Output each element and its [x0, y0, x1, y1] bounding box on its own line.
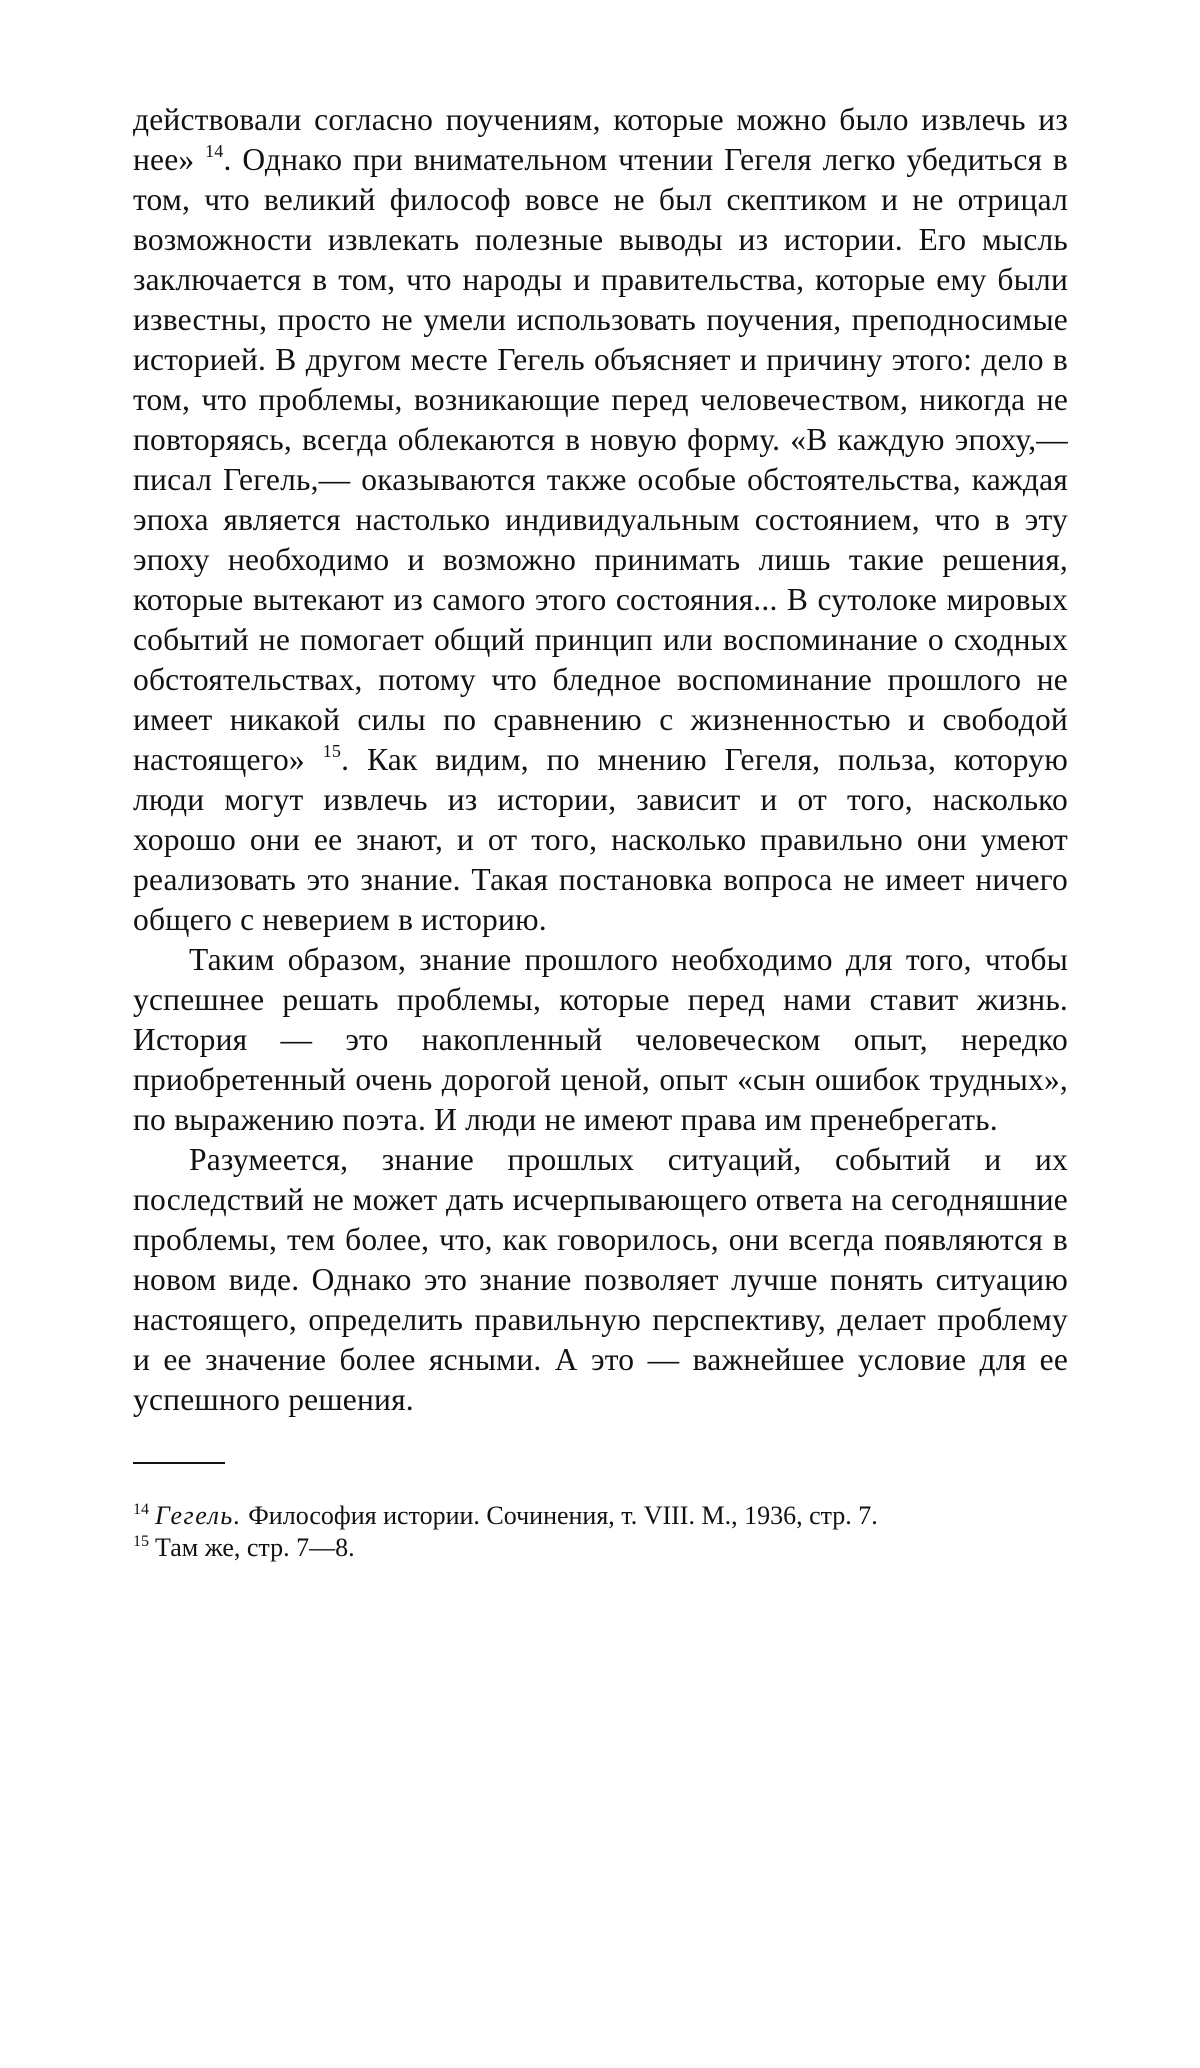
- paragraph-2: Таким образом, знание прошлого необходимо для того, чтобы успешнее решать проблемы, которые перед нами ставит жизнь. История — это накопленный человеческом опыт, нередко приобретенный очень дорогой ценой, опыт «сын ошибок трудных», по выражению поэта. И люди не имеют права им пренебрегать.: [133, 942, 1068, 1137]
- footnote-number: 15: [133, 1533, 149, 1551]
- paragraph-1-text-c: . Как видим, по мнению Гегеля, польза, которую люди могут извлечь из истории, зависит и от того, насколько хорошо они ее знают, и от того, насколько правильно они умеют реализовать это знание. Такая постановка вопроса не имеет ничего общего с неверием в историю.: [133, 742, 1068, 937]
- footnote-14: [133, 1500, 1068, 1532]
- footnote-divider: [133, 1462, 225, 1464]
- footnote-text: Там же, стр. 7—8.: [155, 1533, 355, 1562]
- main-text: [133, 100, 1068, 1420]
- footnote-15: [133, 1532, 1068, 1564]
- document-page: [133, 100, 1068, 1564]
- footnote-ref-15: 15: [322, 740, 342, 761]
- footnotes: [133, 1500, 1068, 1564]
- paragraph-1: [133, 100, 1068, 940]
- paragraph-1-text-b: . Однако при внимательном чтении Гегеля легко убедиться в том, что великий философ вовсе не был скептиком и не отрицал возможности извлекать полезные выводы из истории. Его мысль заключается в том, что народы и правительства, которые ему были известны, просто не умели использовать поучения, преподносимые историей. В другом месте Гегель объясняет и причину этого: дело в том, что проблемы, возникающие перед человечеством, никогда не повторяясь, всегда облекаются в новую форму. «В каждую эпоху,— писал Гегель,— оказываются также особые обстоятельства, каждая эпоха является настолько индивидуальным состоянием, что в эту эпоху необходимо и возможно принимать лишь такие решения, которые вытекают из самого этого состояния... В сутолоке мировых событий не помогает общий принцип или воспоминание о сходных обстоятельствах, потому что бледное воспоминание прошлого не имеет никакой силы по сравнению с жизненностью и свободой настоящего»: [133, 142, 1068, 777]
- footnote-text: Философия истории. Сочинения, т. VIII. М., 1936, стр. 7.: [241, 1501, 878, 1530]
- paragraph-3: Разумеется, знание прошлых ситуаций, событий и их последствий не может дать исчерпывающего ответа на сегодняшние проблемы, тем более, что, как говорилось, они всегда появляются в новом виде. Однако это знание позволяет лучше понять ситуацию настоящего, определить правильную перспективу, делает проблему и ее значение более ясными. А это — важнейшее условие для ее успешного решения.: [133, 1142, 1068, 1417]
- footnote-author: Гегель.: [155, 1501, 242, 1530]
- paragraph-1-text-a: действовали согласно поучениям, которые можно было извлечь из нее»: [133, 102, 1068, 177]
- footnote-ref-14: 14: [205, 140, 224, 161]
- footnote-number: 14: [133, 1501, 149, 1519]
